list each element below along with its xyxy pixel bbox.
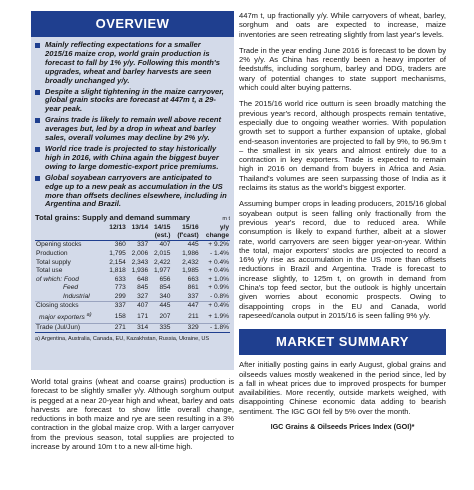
goi-index-title: IGC Grains & Oilseeds Prices Index (GOI)* <box>270 421 415 431</box>
left-body-paragraph: World total grains (wheat and coarse grains) production is forecast to be slightly smaller y/y. Although sorghum output is pegged at a near 20-year high and wheat, barley and oats harvests are forecast to show little overall change, reductions in both maize and rye are seen resulting in a 3% contraction in the global maize crop. With a larger carryover from the previous season, total supplies are projected to increase by around 10m t to a new all-time high. <box>31 377 234 452</box>
table-row: Production 1,795 2,006 2,015 1,986 - 1.4% <box>36 249 229 257</box>
bullet-square-icon <box>35 118 40 123</box>
bullet-square-icon <box>35 176 40 181</box>
paragraph: Assuming bumper crops in leading producers, 2015/16 global soyabean output is seen falling only fractionally from the previous year's record, due to reduced area. While consumption is likely to expand further, albeit at a slower rate, world carryovers are seen bigger year-on-year. Within the total, major exporters' stocks are projected to record a 16% y/y rise as accumulation in the US more than offsets reductions in Brazil and Argentina. Trade is forecast to increase slightly, to 125m t, on growth in demand from China's top feed sector, but the outlook is highly uncertain given worries about economic prospects. Owing to disappointing crops in the EU and Canada, world rapeseed/canola output in 2015/16 is seen falling 9% y/y. <box>239 199 446 320</box>
table-unit: m t <box>222 216 230 223</box>
table-footnote: a) Argentina, Australia, Canada, EU, Kazakhstan, Russia, Ukraine, US <box>35 336 210 343</box>
table-row: major exporters $^{a)}$ 158 171 207 211 + 1.9% <box>39 312 229 322</box>
paragraph: 447m t, up fractionally y/y. While carryovers of wheat, barley, sorghum and oats are expected to increase, maize inventories are seen retreating slightly from last year's levels. <box>239 11 446 39</box>
overview-bullets <box>35 41 230 209</box>
col-header: 12/13 <box>109 224 126 232</box>
table-row: Total supply 2,154 2,343 2,422 2,432 + 0.4% <box>36 258 229 266</box>
table-row: Opening stocks 360 337 407 445 + 9.2% <box>36 241 229 249</box>
right-body <box>239 11 446 320</box>
table-row: of which: Food 633 648 656 663 + 1.0% <box>36 275 229 283</box>
bullet-item: Mainly reflecting expectations for a smaller 2015/16 maize crop, world grain production is forecast to fall by 1% y/y. Following this month's upgrades, wheat and barley harvests are seen broadly unchanged y/y. <box>35 41 230 86</box>
col-header: y/y <box>219 224 229 232</box>
col-subheader: (f'cast) <box>171 232 199 241</box>
table-row: Total use 1,818 1,936 1,977 1,985 + 0.4% <box>36 267 229 275</box>
col-subheader: change <box>200 232 230 241</box>
bullet-square-icon <box>35 147 40 152</box>
bullet-item: Global soyabean carryovers are anticipated to edge up to a new peak as accumulation in the US more than offsets declines elsewhere, including in Argentina and Brazil. <box>35 174 230 210</box>
right-column <box>239 11 446 431</box>
bullet-square-icon <box>35 43 40 48</box>
left-column <box>31 11 234 451</box>
grains-table <box>35 224 230 333</box>
col-subheader <box>104 232 126 241</box>
col-header <box>35 224 104 232</box>
table-row: Closing stocks 337 407 445 447 + 0.4% <box>36 302 229 310</box>
market-summary-header: MARKET SUMMARY <box>239 329 446 355</box>
col-header: 14/15 <box>153 224 171 232</box>
paragraph: Trade in the year ending June 2016 is forecast to be down by 2% y/y. As China has recently been a heavy importer of feedstuffs, including sorghum, barley and DDG, traders are wary of potential changes to state support mechanisms, which could alter buying patterns. <box>239 45 446 93</box>
bullet-item: World rice trade is projected to stay historically high in 2016, with China again the biggest buyer owing to large domestic-export price premiums. <box>35 145 230 172</box>
col-header: 15/16 <box>182 224 199 232</box>
table-row: Feed 773 845 854 861 + 0.9% <box>63 284 229 292</box>
bullet-item: Grains trade is likely to remain well above recent averages but, led by a drop in wheat and barley sales, overall volumes may decline by 2% y/y. <box>35 116 230 143</box>
table-row: Industrial 299 327 340 337 - 0.8% <box>63 292 229 300</box>
bullet-item: Despite a slight tightening in the maize carryover, global grain stocks are forecast at 447m t, a 29-year peak. <box>35 88 230 115</box>
paragraph: The 2015/16 world rice outturn is seen broadly matching the previous year's record, although prospects remain tentative, especially due to ongoing weather worries. With population growth set to support a further expansion of uptake, global end-season inventories are projected to fall by 9%, to 96.9m t – the smallest in six years and almost entirely due to a contraction in key exporters. Trade is expected to remain high in 2016 on demand from buyers in Africa and Asia. Thailand's volumes are seen surpassing those of India as it reclaims its status as the world's biggest exporter. <box>239 99 446 193</box>
col-subheader <box>35 232 104 241</box>
bullet-square-icon <box>35 90 40 95</box>
market-summary-body: After initially posting gains in early August, global grains and oilseeds values mostly weakened in the period since, led by a fall in wheat prices due to improved prospects for bumper availabilities. More recently, outside markets weighed, with disappointing Chinese economic data adding to bearish sentiment. The IGC GOI fell by 5% over the month. <box>239 360 446 416</box>
col-subheader <box>127 232 149 241</box>
overview-header: OVERVIEW <box>31 11 234 37</box>
overview-box <box>31 37 234 370</box>
table-title: Total grains: Supply and demand summary <box>35 213 191 223</box>
col-header: 13/14 <box>131 224 149 232</box>
col-subheader: (est.) <box>149 232 171 241</box>
table-row: Trade (Jul/Jun) 271 314 335 329 - 1.8% <box>35 323 230 333</box>
